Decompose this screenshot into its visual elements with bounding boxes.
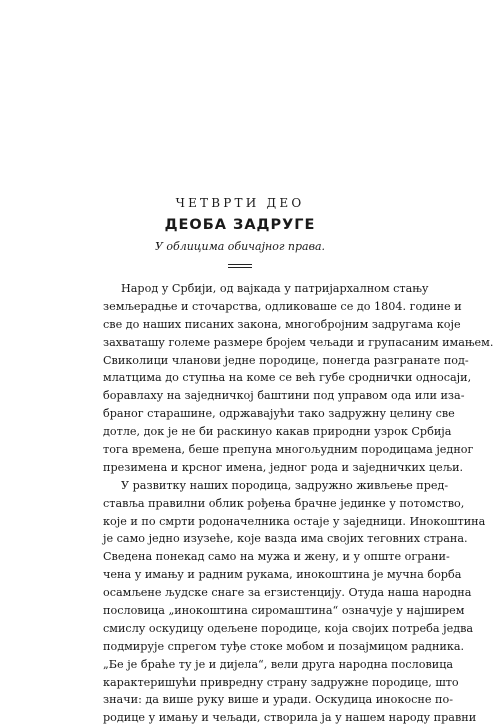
text-line: све до наших писаних закона, многобројним задругама које <box>103 317 461 331</box>
text-line: које и по смрти родоначелника остаје у заједници. Инокоштина <box>103 514 486 528</box>
text-line: захваташу големе размере бројем чељади и групасаним имањем. <box>103 335 493 349</box>
text-line: млатцима до ступња на коме се већ губе сроднички односаји, <box>103 371 472 385</box>
text-line: Свиколици чланови једне породице, понегда разгранате под- <box>103 353 469 367</box>
chapter-subtitle: У облицима обичајног права. <box>154 240 326 253</box>
text-line: подмирује спрегом туђе стоке мобом и позајмицом радника. <box>103 639 465 653</box>
text-line: тога времена, беше препуна многољудним породицама једног <box>103 443 474 457</box>
text-line: смислу оскудицу одељене породице, која својих потреба једва <box>103 621 474 635</box>
text-line: ставља правилни облик рођења брачне јединке у потомство, <box>103 496 465 510</box>
body-text <box>103 280 493 727</box>
text-line: родице у имању и чељади, створила ја у нашем народу правни <box>103 711 477 725</box>
text-line: Народ у Србији, од вајкада у патријархалном стању <box>121 282 429 295</box>
text-line: пословица „инокоштина сиромаштина“ означује у најширем <box>103 604 465 618</box>
text-line: значи: да више руку више и уради. Оскудица инокосне по- <box>103 693 453 707</box>
chapter-title: ДЕОБА ЗАДРУГЕ <box>164 217 316 233</box>
text-line: чена у имању и радним рукама, инокоштина је мучна борба <box>103 568 462 582</box>
text-line: „Бе је браће ту је и дијела“, вели друга народна пословица <box>103 657 454 671</box>
text-line: Сведена понекад само на мужа и жену, и у опште ограни- <box>103 550 450 564</box>
text-line: дотле, док је не би раскинуо какав природни узрок Србија <box>103 425 452 439</box>
part-heading: ЧЕТВРТИ ДЕО <box>175 196 305 210</box>
text-line: У развитку наших породица, задружно живљење пред- <box>121 478 449 492</box>
ornament-divider <box>228 264 252 268</box>
text-line: карактеришући привредну страну задружне породице, што <box>103 675 459 689</box>
text-line: је само једно изузеће, које вазда има својих теговних страна. <box>103 532 468 546</box>
text-line: боравлаху на заједничкој баштини под управом ода или иза- <box>103 389 465 403</box>
text-line: земљерадње и сточарства, одликоваше се до 1804. године и <box>103 299 462 313</box>
text-line: презимена и крсног имена, једног рода и заједничких цељи. <box>103 460 464 474</box>
text-line: браног старашине, одржавајући тако задружну целину све <box>103 407 455 421</box>
text-line: осамљене људске снаге за егзистенцију. Отуда наша народна <box>103 586 472 600</box>
